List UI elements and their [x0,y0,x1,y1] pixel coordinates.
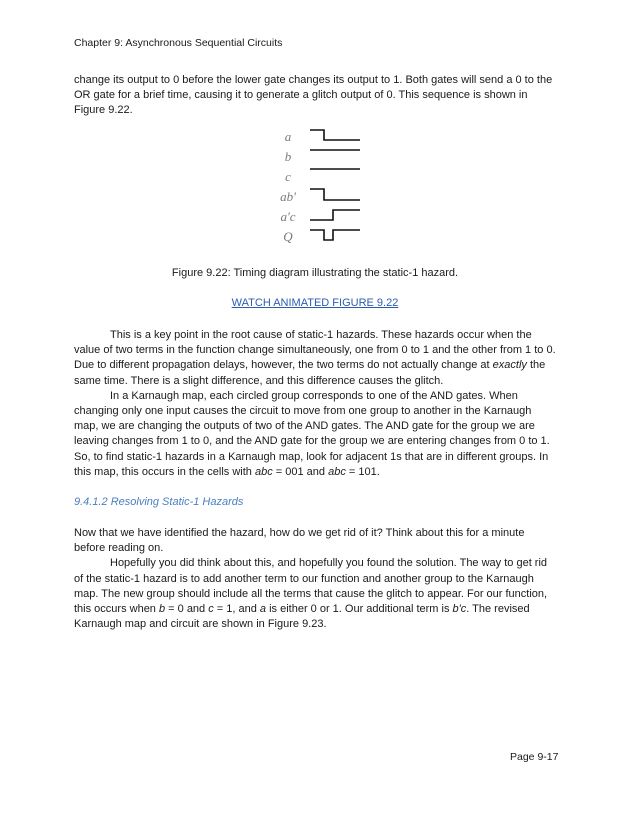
timing-diagram [262,126,382,246]
watch-animated-figure-link[interactable]: WATCH ANIMATED FIGURE 9.22 [231,297,399,309]
waveforms [310,130,360,240]
page-number: Page 9-17 [510,751,559,763]
paragraph-intro: change its output to 0 before the lower gate changes its output to 1. Both gates will send a 0 to the OR gate for a brief time, causing it to generate a glitch output of 0. This sequence is shown in Figure 9.22. [74,74,553,117]
signal-label-aprimec: a'c [280,209,296,224]
signal-label-q: Q [283,229,293,244]
section-heading: 9.4.1.2 Resolving Static-1 Hazards [74,496,244,508]
signal-labels [280,129,296,244]
paragraph-resolving: Now that we have identified the hazard, how do we get rid of it? Think about this for a minute before reading on. Hopefully you did think about this, and hopefully you found the solution. The way to get rid of the static-1 hazard is to add another term to our function and another group to the Karnaugh map. The new group should include all the terms that cause the glitch to appear. For our function, this occurs when b = 0 and c = 1, and a is either 0 or 1. Our additional term is b'c. The revised Karnaugh map and circuit are shown in Figure 9.23. [74,527,548,631]
waveform-aprimec [310,210,360,220]
figure-caption: Figure 9.22: Timing diagram illustrating the static-1 hazard. [171,267,459,279]
waveform-abprime [310,189,360,200]
running-header: Chapter 9: Asynchronous Sequential Circuits [74,37,283,49]
paragraph-root-cause: This is a key point in the root cause of static-1 hazards. These hazards occur when the value of two terms in the function change simultaneously, one from 0 to 1 and the other from 1 to 0. Due to different propagation delays, however, the two terms do not actually change at exactly the same time. There is a slight difference, and this difference causes the glitch. In a Karnaugh map, each circled group corresponds to one of the AND gates. When changing only one input causes the circuit to move from one group to another in the Karnaugh map, we are changing the outputs of two of the AND gates. The AND gate for the group we are leaving changes from 1 to 0, and the AND gate for the group we are entering changes from 0 to 1. So, to find static-1 hazards in a Karnaugh map, look for adjacent 1s that are in different groups. In this map, this occurs in the cells with abc = 001 and abc = 101. [74,329,556,478]
signal-label-a: a [284,129,292,144]
waveform-a [310,130,360,140]
signal-label-abprime: ab' [280,189,296,204]
waveform-q [310,230,360,240]
signal-label-b: b [284,149,292,164]
signal-label-c: c [285,169,291,184]
